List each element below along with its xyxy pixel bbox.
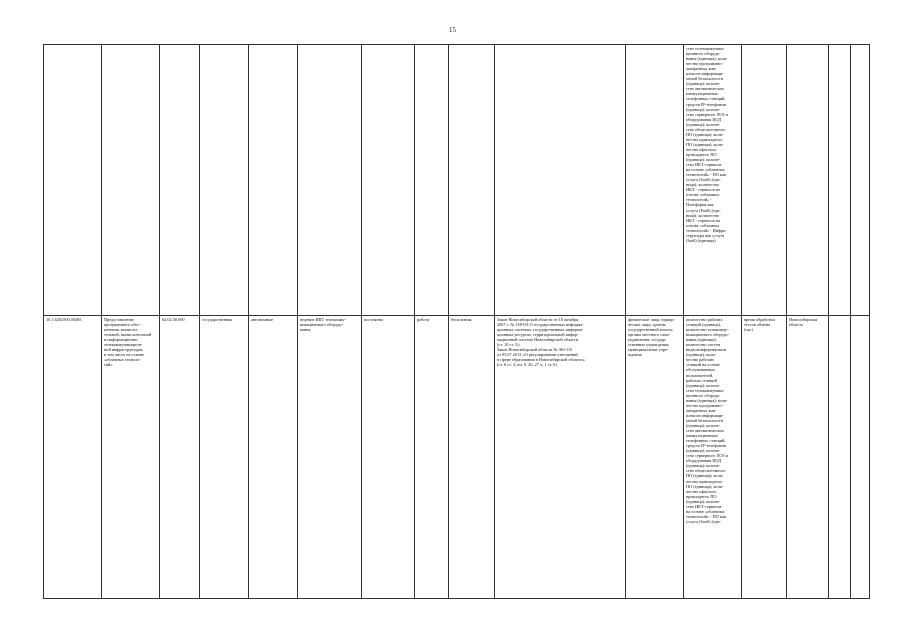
consumers-cell <box>626 45 684 316</box>
okpd-code-cell: 62.02.30.000 <box>160 316 200 599</box>
quality-indicators-cell <box>742 45 787 316</box>
page-number: 15 <box>449 26 456 34</box>
service-name-cell: Предоставление программного обес- печения, вычисли- тельной, вычислительной и информационно- телекоммуникацион- ной инфраструктуры, в том числе на основе «облачных техноло- гий» <box>102 316 160 599</box>
period-cell: постоянно <box>362 316 415 599</box>
service-type-cell <box>200 45 249 316</box>
extra-cell <box>851 45 870 316</box>
service-name-cell <box>102 45 160 316</box>
legal-basis-cell: Закон Новосибирской области от 18 октября 2007 г. № 138-ОЗ О государственных информа- ционных системах, государственных информа- ционных ресурсах, территориальной инфор- мационной системе Новосибирской области (ст. 10 ст. 5); Закон Новосибирской области № 361-ОЗ от 05.07.2013 «О регулировании отношений в сфере образования в Новосибирской области» (ст. 6 ст. 3, пп. 9, 26, 27 ч. 1 ст. 6) <box>495 316 626 599</box>
quality-indicators-cell: время обработки тестов обмена (час) <box>742 316 787 599</box>
kind-cell: работа <box>415 316 449 599</box>
payment-cell: бесплатная <box>449 316 495 599</box>
institution-type-cell <box>249 45 298 316</box>
extra-cell <box>851 316 870 599</box>
table-row <box>44 316 870 599</box>
volume-indicators-cell: количество рабочих станций (единица), количество телекомму- никационного оборудо- вания (единица); количество систем видеоконференцсвязи (единица); коли- чество рабочих станций на основе обслуживаемых пользователей, рабочих станций (единица); количе- ство телекоммуника- ционного оборудо- вания (единица); коли- чество программно- аппаратных ком- плексов информаци- онной безопасности (единица); количе- ство автоматических коммутационных телефонных станций, средств IP-телефонии (единица); количе- ство серверного ЛОЗ и оборудования ЦОД (единица); количе- ство общесистемного ПО (единица); коли- чество прикладного ПО (единица); коли- чество офисного прикладного ПО (единица); количе- ство ИКТ-сервисов на основе «облачных технологий» - ПО как услуга (SaaS) (еди- <box>684 316 742 599</box>
registry-id-cell <box>44 45 102 316</box>
extra-cell <box>829 316 851 599</box>
activity-content-cell: ведение ИКТ телекомму- никационного оборудо- вания <box>298 316 362 599</box>
registry-table <box>43 44 870 599</box>
consumers-cell: физические лица; юриди- ческие лица; органы государственной власти; органы местного само- управления; государ- ственные учреждения; муниципальные учре- ждения <box>626 316 684 599</box>
registry-id-cell: 10.1.6202500.00495 <box>44 316 102 599</box>
region-cell: Новосибирская область <box>787 316 829 599</box>
volume-indicators-cell: ство телекоммуника- ционного оборудо- вания (единица); коли- чество программно- аппаратных ком- плексов информаци- онной безопасности (единица); количе- ство автоматических коммутационных телефонных станций, средств IP-телефонии (единица); количе- ство серверного ЛОЗ и оборудования ЦОД (единица); количе- ство общесистемного ПО (единица); коли- чество прикладного ПО (единица); коли- чество офисного прикладного ПО (единица); количе- ство ИКТ-сервисов на основе «облачных технологий» - ПО как услуга (SaaS) (еди- ница); количество ИКТ - сервисов на основе «облачных технологий» - Платформа как услуга (PaaS) (еди- ница); количество ИКТ - сервисов на основе «облачных технологий» - Инфра- структура как услуга (IaaS) (единица) <box>684 45 742 316</box>
okpd-code-cell <box>160 45 200 316</box>
service-type-cell: государственная <box>200 316 249 599</box>
table-row <box>44 45 870 316</box>
payment-cell <box>449 45 495 316</box>
kind-cell <box>415 45 449 316</box>
institution-type-cell: автономные <box>249 316 298 599</box>
region-cell <box>787 45 829 316</box>
extra-cell <box>829 45 851 316</box>
activity-content-cell <box>298 45 362 316</box>
period-cell <box>362 45 415 316</box>
legal-basis-cell <box>495 45 626 316</box>
